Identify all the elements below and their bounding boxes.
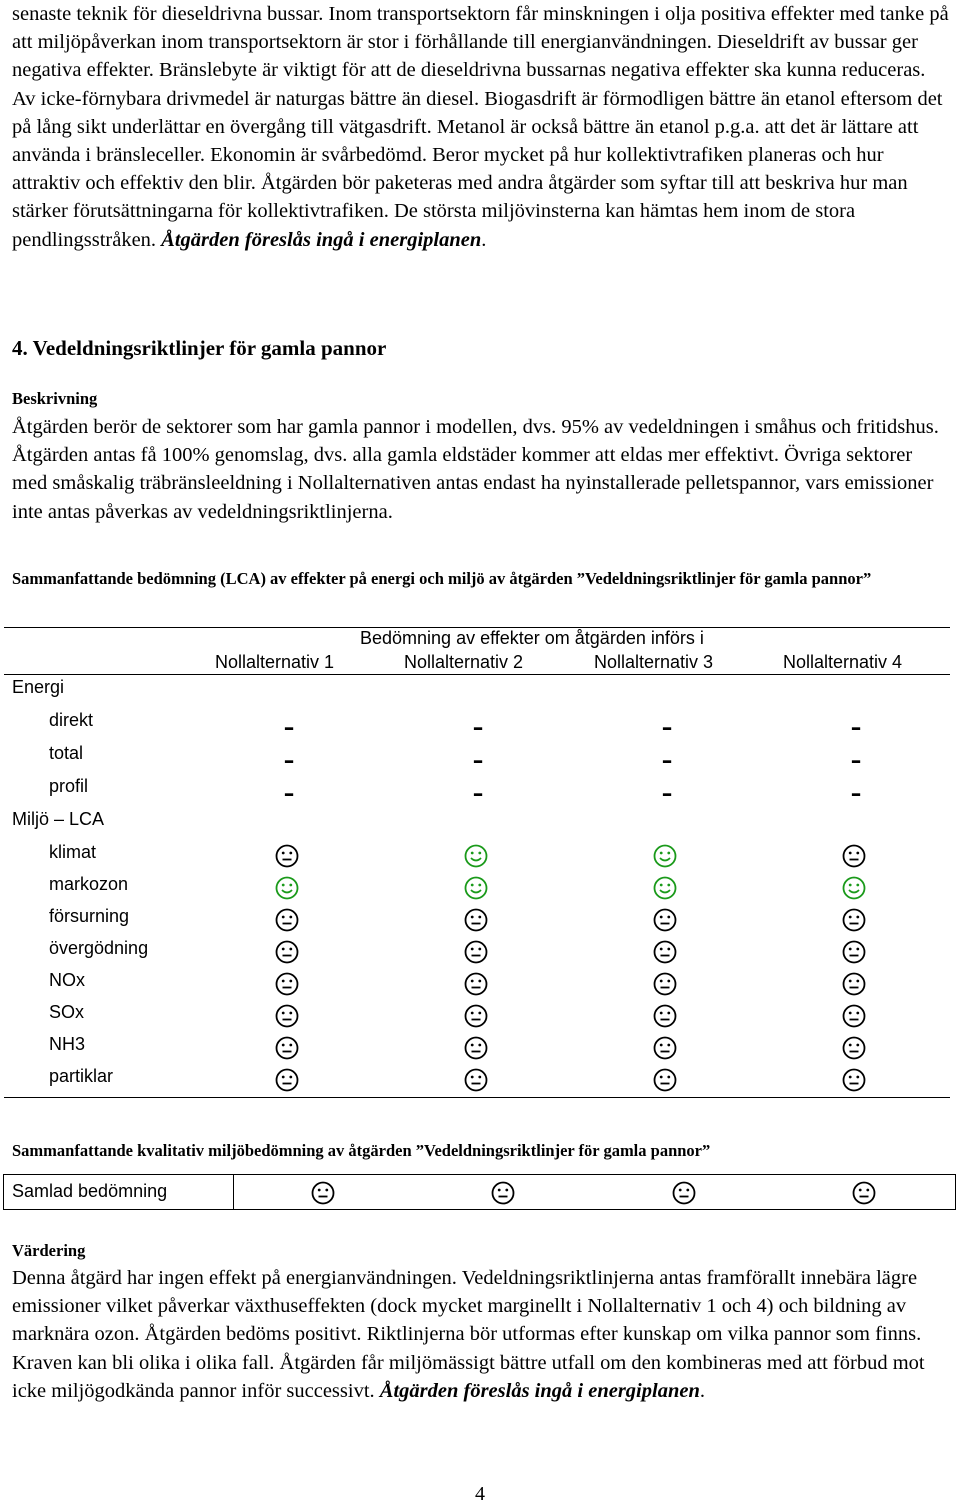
smiley-face-icon <box>464 876 488 900</box>
neutral-face-icon <box>653 908 677 932</box>
table-bottom-rule <box>4 1097 950 1098</box>
row-label-sox: SOx <box>49 1002 85 1022</box>
smiley-face-icon <box>275 876 299 900</box>
neutral-face-icon <box>275 1036 299 1060</box>
description-label: Beskrivning <box>12 389 98 408</box>
row-label-partiklar: partiklar <box>49 1066 114 1086</box>
samlad-bedomning-label: Samlad bedömning <box>12 1181 168 1201</box>
table-cell-dash: - <box>283 708 295 746</box>
smiley-face-icon <box>653 876 677 900</box>
neutral-face-icon <box>653 1036 677 1060</box>
description-paragraph <box>12 413 952 526</box>
smiley-face-icon <box>464 844 488 868</box>
neutral-face-icon <box>852 1181 876 1205</box>
neutral-face-icon <box>653 940 677 964</box>
valuation-paragraph <box>12 1264 952 1405</box>
qual-table-caption: Sammanfattande kvalitativ miljöbedömning av åtgärden ”Vedeldningsriktlinjer för gamla pannor” <box>12 1141 711 1160</box>
neutral-face-icon <box>491 1181 515 1205</box>
neutral-face-icon <box>275 940 299 964</box>
table-cell-dash: - <box>850 708 862 746</box>
qual-table-separator <box>233 1175 234 1209</box>
row-label-forsurning: försurning <box>49 906 130 926</box>
neutral-face-icon <box>842 1036 866 1060</box>
table-cell-dash: - <box>661 741 673 779</box>
neutral-face-icon <box>842 940 866 964</box>
neutral-face-icon <box>842 844 866 868</box>
row-label-overgodning: övergödning <box>49 938 149 958</box>
row-label-direkt: direkt <box>49 710 94 730</box>
table-cell-dash: - <box>850 741 862 779</box>
smiley-face-icon <box>653 844 677 868</box>
valuation-end: . <box>699 1379 705 1402</box>
row-label-klimat: klimat <box>49 842 97 862</box>
row-label-markozon: markozon <box>49 874 129 894</box>
intro-paragraph <box>12 0 952 254</box>
table-cell-dash: - <box>850 774 862 812</box>
table-cell-dash: - <box>283 774 295 812</box>
valuation-emphasis: Åtgärden föreslås ingå i energiplanen <box>379 1379 700 1402</box>
neutral-face-icon <box>842 1068 866 1092</box>
neutral-face-icon <box>464 1004 488 1028</box>
neutral-face-icon <box>275 1068 299 1092</box>
neutral-face-icon <box>653 1068 677 1092</box>
neutral-face-icon <box>464 1036 488 1060</box>
page-number: 4 <box>475 1483 485 1505</box>
column-header-nollalternativ-1: Nollalternativ 1 <box>215 652 335 672</box>
neutral-face-icon <box>464 908 488 932</box>
lca-table-caption: Sammanfattande bedömning (LCA) av effekter på energi och miljö av åtgärden ”Vedeldningsriktlinjer för gamla pannor” <box>12 569 872 588</box>
valuation-text: Denna åtgärd har ingen effekt på energianvändningen. Vedeldningsriktlinjerna antas framförallt innebära lägre emissioner vilket påverkar växthuseffekten (dock mycket marginellt i Nollalternativ 1 och 4) och bildning av marknära ozon. Åtgärden bedöms positivt. Riktlinjerna bör utformas efter kunskap om vilka pannor som finns. Kraven kan bli olika i olika fall. Åtgärden får miljömässigt bättre utfall om den kombineras med att förbud mot icke miljögodkända pannor inför successivt. <box>12 1267 925 1402</box>
table-cell-dash: - <box>472 774 484 812</box>
table-cell-dash: - <box>472 741 484 779</box>
table-header-rule <box>4 674 950 675</box>
neutral-face-icon <box>464 1068 488 1092</box>
neutral-face-icon <box>672 1181 696 1205</box>
neutral-face-icon <box>842 972 866 996</box>
neutral-face-icon <box>653 1004 677 1028</box>
table-cell-dash: - <box>661 708 673 746</box>
valuation-label: Värdering <box>12 1241 86 1260</box>
neutral-face-icon <box>464 972 488 996</box>
neutral-face-icon <box>275 972 299 996</box>
neutral-face-icon <box>653 972 677 996</box>
column-header-nollalternativ-2: Nollalternativ 2 <box>404 652 524 672</box>
row-label-nox: NOx <box>49 970 85 990</box>
row-label-profil: profil <box>49 776 89 796</box>
group-label-energi: Energi <box>12 677 65 697</box>
neutral-face-icon <box>842 1004 866 1028</box>
table-cell-dash: - <box>283 741 295 779</box>
lca-super-header: Bedömning av effekter om åtgärden införs i <box>360 628 704 648</box>
table-cell-dash: - <box>661 774 673 812</box>
description-text: Åtgärden berör de sektorer som har gamla pannor i modellen, dvs. 95% av vedeldningen i småhus och fritidshus. Åtgärden antas få 100% genomslag, dvs. alla gamla eldstäder kommer att eldas mer effektivt. Övriga sektorer med småskalig träbränsleeldning i Nollalternativen antas endast ha nyinstallerade pelletspannor, vars emissioner inte antas påverkas av vedeldningsriktlinjerna. <box>12 416 939 523</box>
smiley-face-icon <box>842 876 866 900</box>
neutral-face-icon <box>275 908 299 932</box>
qual-table <box>3 1174 956 1210</box>
intro-end: . <box>481 228 487 251</box>
neutral-face-icon <box>275 1004 299 1028</box>
intro-text: senaste teknik för dieseldrivna bussar. Inom transportsektorn får minskningen i olja positiva effekter med tanke på att miljöpåverkan inom transportsektorn är stor i förhållande till energianvändningen. Dieseldrift av bussar ger negativa effekter. Bränslebyte är viktigt för att de dieseldrivna bussarnas negativa effekter ska kunna reduceras. Av icke-förnybara drivmedel är naturgas bättre än diesel. Biogasdrift är förmodligen bättre än etanol eftersom det på lång sikt underlättar en övergång till vätgasdrift. Metanol är också bättre än etanol p.g.a. att det är lättare att använda i bränsleceller. Ekonomin är svårbedömd. Beror mycket på hur kollektivtrafiken planeras och hur attraktiv och effektiv den blir. Åtgärden bör paketeras med andra åtgärder som syftar till att beskriva hur man stärker förutsättningarna för kollektivtrafiken. De största miljövinsterna kan hämtas hem inom de stora pendlingsstråken. <box>12 3 949 251</box>
row-label-total: total <box>49 743 84 763</box>
neutral-face-icon <box>842 908 866 932</box>
table-cell-dash: - <box>472 708 484 746</box>
neutral-face-icon <box>464 940 488 964</box>
neutral-face-icon <box>311 1181 335 1205</box>
intro-emphasis: Åtgärden föreslås ingå i energiplanen <box>161 228 482 251</box>
group-label-miljo-lca: Miljö – LCA <box>12 809 105 829</box>
column-header-nollalternativ-4: Nollalternativ 4 <box>783 652 903 672</box>
column-header-nollalternativ-3: Nollalternativ 3 <box>594 652 714 672</box>
row-label-nh3: NH3 <box>49 1034 86 1054</box>
section-heading: 4. Vedeldningsriktlinjer för gamla pannor <box>12 336 387 360</box>
neutral-face-icon <box>275 844 299 868</box>
